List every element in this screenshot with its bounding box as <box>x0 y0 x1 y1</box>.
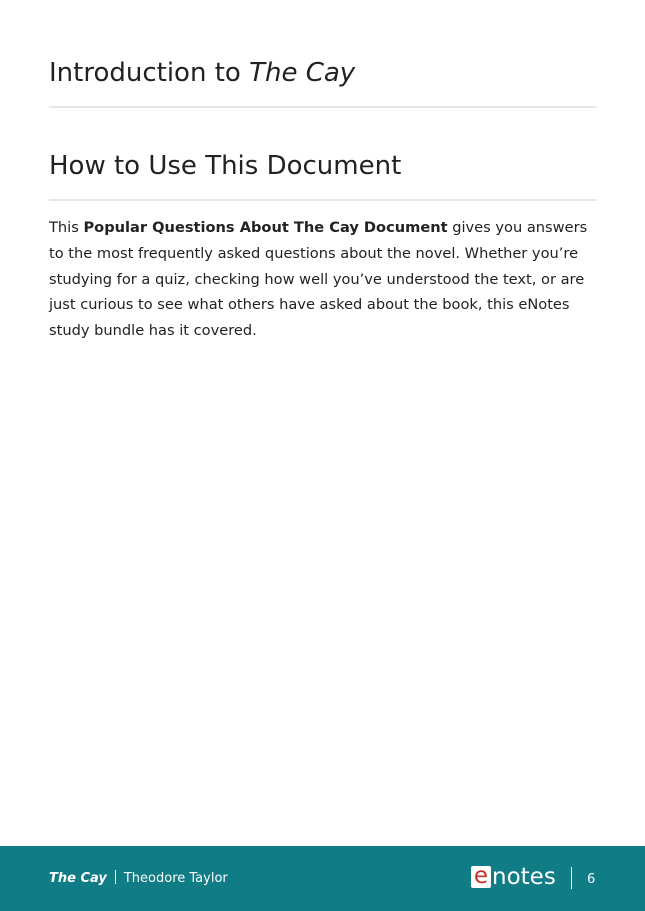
heading-divider <box>49 199 597 201</box>
footer-book-info <box>49 870 228 888</box>
body-lead: This <box>49 219 84 236</box>
footer-author: Theodore Taylor <box>123 871 228 886</box>
heading-prefix: Introduction to <box>49 58 250 88</box>
enotes-logo-text: notes <box>492 864 556 890</box>
heading-book-title: The Cay <box>249 58 356 88</box>
body-bold-title: Popular Questions About The Cay Document <box>83 219 448 236</box>
footer-divider <box>571 867 572 889</box>
heading-divider <box>49 106 597 108</box>
footer-separator <box>115 870 116 884</box>
section-heading-how-to-use: How to Use This Document <box>49 151 402 181</box>
section-heading-introduction <box>49 56 355 90</box>
page-number: 6 <box>587 872 596 887</box>
body-paragraph <box>49 215 597 344</box>
enotes-logo-e: e <box>471 866 491 888</box>
enotes-logo <box>471 863 556 890</box>
body-rest: gives you answers to the most frequently asked questions about the novel. Whether you’re studying for a quiz, checking how well you’ve understood the text, or are just curious to see what others have asked about the book, this eNotes study bundle has it covered. <box>49 219 588 340</box>
footer-book-title: The Cay <box>49 871 107 886</box>
page-footer <box>0 846 645 911</box>
